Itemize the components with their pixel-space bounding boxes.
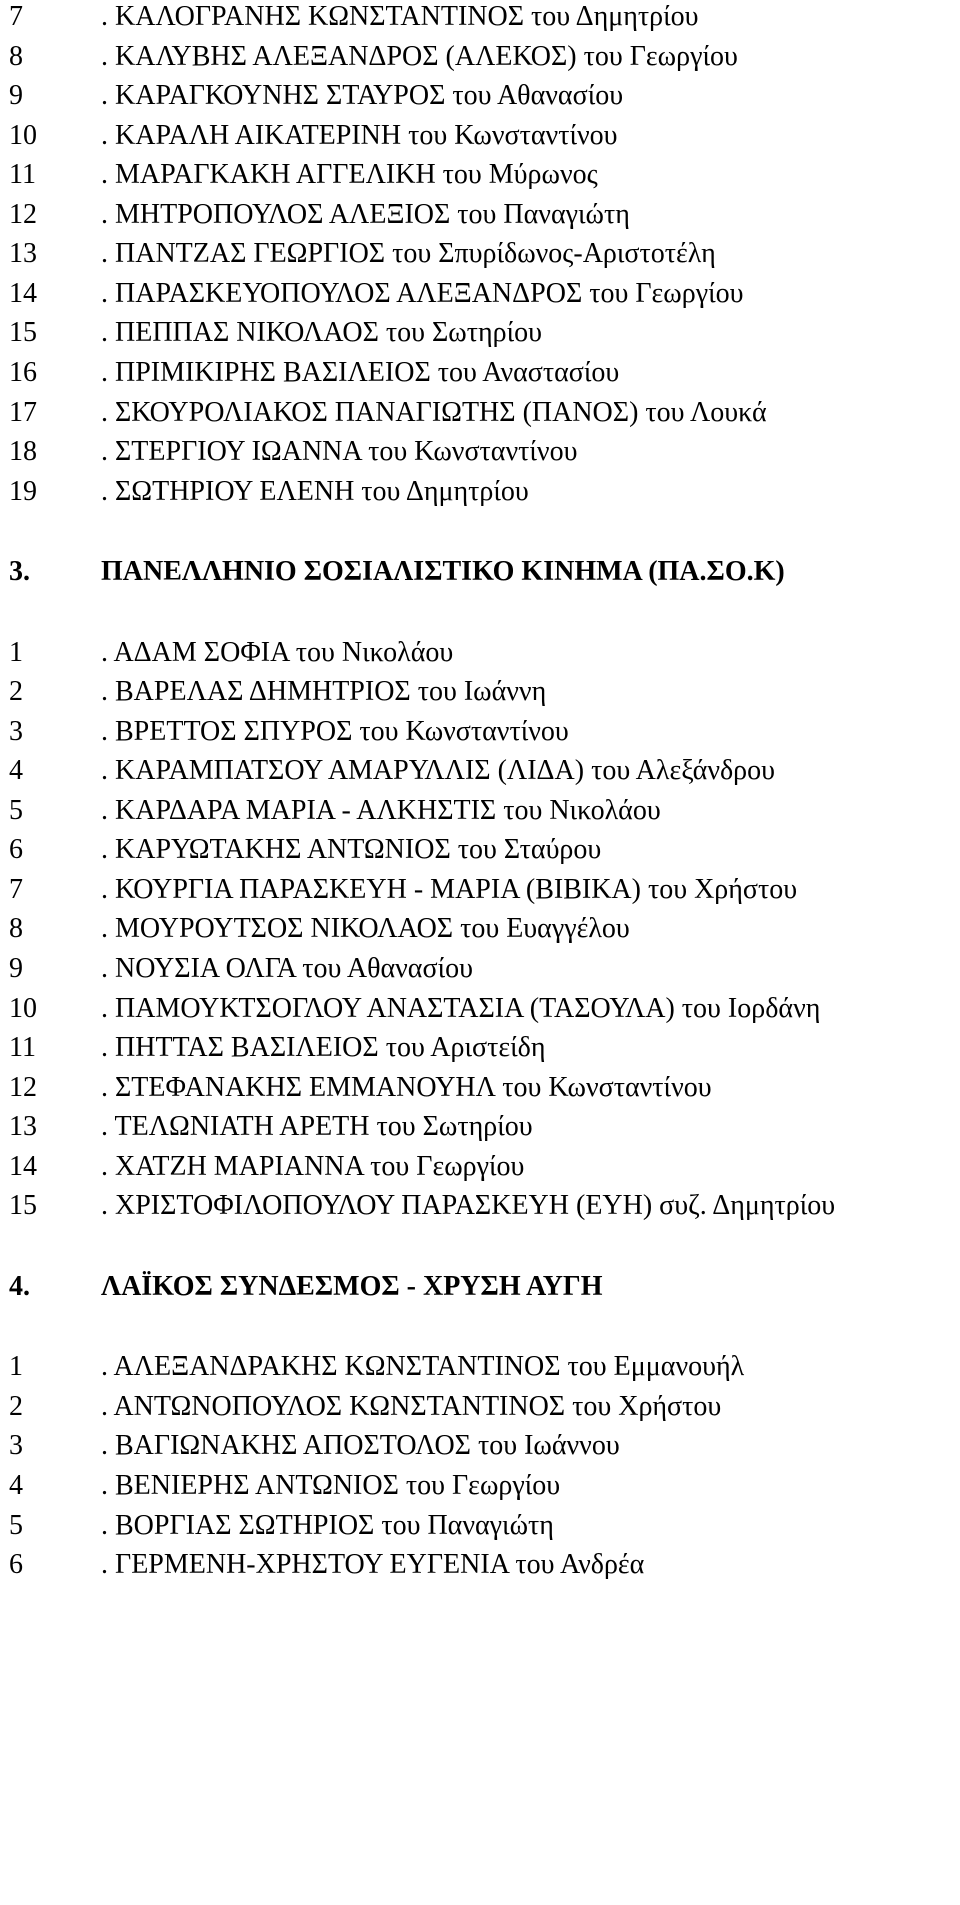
list-item-number: 14 xyxy=(9,277,37,309)
list-item-number: 5 xyxy=(9,794,23,826)
list-item-number: 10 xyxy=(9,119,37,151)
list-item xyxy=(0,633,960,673)
list-item xyxy=(0,353,960,393)
list-item xyxy=(0,432,960,472)
list-item-number: 19 xyxy=(9,475,37,507)
list-item xyxy=(0,1186,960,1226)
list-item-text: . ΠΑΜΟΥΚΤΣΟΓΛΟΥ ΑΝΑΣΤΑΣΙΑ (ΤΑΣΟΥΛΑ) του Ιορδάνη xyxy=(101,992,821,1024)
list-item-text: . ΣΚΟΥΡΟΛΙΑΚΟΣ ΠΑΝΑΓΙΩΤΗΣ (ΠΑΝΟΣ) του Λουκά xyxy=(101,396,767,428)
list-item-text: . ΚΑΡΔΑΡΑ ΜΑΡΙΑ - ΑΛΚΗΣΤΙΣ του Νικολάου xyxy=(101,794,661,826)
list-item-number: 12 xyxy=(9,198,37,230)
list-item xyxy=(0,313,960,353)
section-heading-number: 3. xyxy=(9,556,30,588)
list-item-text: . ΠΑΝΤΖΑΣ ΓΕΩΡΓΙΟΣ του Σπυρίδωνος-Αριστοτέλη xyxy=(101,238,716,270)
list-item-text: . ΜΗΤΡΟΠΟΥΛΟΣ ΑΛΕΞΙΟΣ του Παναγιώτη xyxy=(101,198,630,230)
list-item-number: 13 xyxy=(9,1111,37,1143)
list-item xyxy=(0,472,960,512)
list-item-text: . ΚΑΛΥΒΗΣ ΑΛΕΞΑΝΔΡΟΣ (ΑΛΕΚΟΣ) του Γεωργίου xyxy=(101,40,738,72)
list-item xyxy=(0,949,960,989)
list-item-number: 15 xyxy=(9,317,37,349)
list-item-text: . ΣΤΕΦΑΝΑΚΗΣ ΕΜΜΑΝΟΥΗΛ του Κωνσταντίνου xyxy=(101,1071,712,1103)
list-item xyxy=(0,116,960,156)
list-item xyxy=(0,1387,960,1427)
list-item xyxy=(0,76,960,116)
list-item xyxy=(0,672,960,712)
list-item-number: 16 xyxy=(9,356,37,388)
list-item-text: . ΚΟΥΡΓΙΑ ΠΑΡΑΣΚΕΥΗ - ΜΑΡΙΑ (ΒΙΒΙΚΑ) του Χρήστου xyxy=(101,873,798,905)
list-item-text: . ΚΑΡΥΩΤΑΚΗΣ ΑΝΤΩΝΙΟΣ του Σταύρου xyxy=(101,834,602,866)
list-item-number: 11 xyxy=(9,159,36,191)
list-item xyxy=(0,1107,960,1147)
list-item-text: . ΠΕΠΠΑΣ ΝΙΚΟΛΑΟΣ του Σωτηρίου xyxy=(101,317,542,349)
list-item xyxy=(0,1466,960,1506)
list-item xyxy=(0,1147,960,1187)
list-item xyxy=(0,0,960,37)
list-item-text: . ΑΛΕΞΑΝΔΡΑΚΗΣ ΚΩΝΣΤΑΝΤΙΝΟΣ του Εμμανουήλ xyxy=(101,1351,745,1383)
list-item xyxy=(0,870,960,910)
list-item-number: 14 xyxy=(9,1150,37,1182)
list-item-text: . ΣΤΕΡΓΙΟΥ ΙΩΑΝΝΑ του Κωνσταντίνου xyxy=(101,436,578,468)
list-item-number: 2 xyxy=(9,1390,23,1422)
list-item-text: . ΒΡΕΤΤΟΣ ΣΠΥΡΟΣ του Κωνσταντίνου xyxy=(101,715,569,747)
list-item xyxy=(0,1068,960,1108)
list-item-text: . ΚΑΡΑΓΚΟΥΝΗΣ ΣΤΑΥΡΟΣ του Αθανασίου xyxy=(101,80,624,112)
list-item xyxy=(0,1426,960,1466)
list-item-text: . ΣΩΤΗΡΙΟΥ ΕΛΕΝΗ του Δημητρίου xyxy=(101,475,529,507)
list-item xyxy=(0,791,960,831)
list-item-text: . ΑΝΤΩΝΟΠΟΥΛΟΣ ΚΩΝΣΤΑΝΤΙΝΟΣ του Χρήστου xyxy=(101,1390,722,1422)
list-item xyxy=(0,1506,960,1546)
list-item-text: . ΒΟΡΓΙΑΣ ΣΩΤΗΡΙΟΣ του Παναγιώτη xyxy=(101,1509,554,1541)
list-item-number: 9 xyxy=(9,953,23,984)
list-item-text: . ΤΕΛΩΝΙΑΤΗ ΑΡΕΤΗ του Σωτηρίου xyxy=(101,1111,533,1143)
section-heading-number: 4. xyxy=(9,1270,30,1302)
list-item-number: 6 xyxy=(9,834,23,866)
section-heading xyxy=(0,1267,960,1307)
section-heading-title: ΛΑΪΚΟΣ ΣΥΝΔΕΣΜΟΣ - ΧΡΥΣΗ ΑΥΓΗ xyxy=(101,1270,603,1302)
list-item-text: . ΠΗΤΤΑΣ ΒΑΣΙΛΕΙΟΣ του Αριστείδη xyxy=(101,1032,546,1064)
list-item-number: 8 xyxy=(9,913,23,945)
list-item-text: . ΑΔΑΜ ΣΟΦΙΑ του Νικολάου xyxy=(101,636,454,668)
list-item-number: 10 xyxy=(9,992,37,1024)
list-item-number: 4 xyxy=(9,1469,23,1501)
list-item-text: . ΚΑΡΑΜΠΑΤΣΟΥ ΑΜΑΡΥΛΛΙΣ (ΛΙΔΑ) του Αλεξάνδρου xyxy=(101,755,776,787)
list-item xyxy=(0,155,960,195)
list-item-text: . ΒΕΝΙΕΡΗΣ ΑΝΤΩΝΙΟΣ του Γεωργίου xyxy=(101,1469,561,1501)
list-item-number: 17 xyxy=(9,396,37,428)
list-item-number: 2 xyxy=(9,676,23,708)
list-item-number: 3 xyxy=(9,1430,23,1462)
list-item-text: . ΧΡΙΣΤΟΦΙΛΟΠΟΥΛΟΥ ΠΑΡΑΣΚΕΥΗ (ΕΥΗ) συζ. Δημητρίου xyxy=(101,1190,836,1222)
list-item xyxy=(0,751,960,791)
list-item xyxy=(0,1347,960,1387)
list-item xyxy=(0,712,960,752)
list-item xyxy=(0,393,960,433)
section-heading xyxy=(0,552,960,592)
list-item-number: 12 xyxy=(9,1071,37,1103)
list-item-number: 7 xyxy=(9,873,23,905)
list-item-number: 15 xyxy=(9,1190,37,1222)
list-item xyxy=(0,909,960,949)
list-item xyxy=(0,195,960,235)
list-item xyxy=(0,1028,960,1068)
list-item-number: 8 xyxy=(9,40,23,72)
list-item-text: . ΠΡΙΜΙΚΙΡΗΣ ΒΑΣΙΛΕΙΟΣ του Αναστασίου xyxy=(101,356,620,388)
list-item-number: 1 xyxy=(9,1351,23,1383)
list-item-text: . ΚΑΛΟΓΡΑΝΗΣ ΚΩΝΣΤΑΝΤΙΝΟΣ του Δημητρίου xyxy=(101,1,699,32)
list-item-text: . ΧΑΤΖΗ ΜΑΡΙΑΝΝΑ του Γεωργίου xyxy=(101,1150,525,1182)
list-item-number: 11 xyxy=(9,1032,36,1064)
list-item-text: . ΒΑΓΙΩΝΑΚΗΣ ΑΠΟΣΤΟΛΟΣ του Ιωάννου xyxy=(101,1430,620,1462)
list-item xyxy=(0,989,960,1029)
list-item xyxy=(0,274,960,314)
list-item-number: 7 xyxy=(9,1,23,32)
list-item-text: . ΠΑΡΑΣΚΕΥΟΠΟΥΛΟΣ ΑΛΕΞΑΝΔΡΟΣ του Γεωργίου xyxy=(101,277,744,309)
list-item-text: . ΓΕΡΜΕΝΗ-ΧΡΗΣΤΟΥ ΕΥΓΕΝΙΑ του Ανδρέα xyxy=(101,1549,645,1581)
list-item-text: . ΚΑΡΑΛΗ ΑΙΚΑΤΕΡΙΝΗ του Κωνσταντίνου xyxy=(101,119,618,151)
list-item-text: . ΝΟΥΣΙΑ ΟΛΓΑ του Αθανασίου xyxy=(101,953,473,984)
list-item-text: . ΒΑΡΕΛΑΣ ΔΗΜΗΤΡΙΟΣ του Ιωάννη xyxy=(101,676,547,708)
list-item-number: 9 xyxy=(9,80,23,112)
list-item-number: 6 xyxy=(9,1549,23,1581)
list-item-text: . ΜΑΡΑΓΚΑΚΗ ΑΓΓΕΛΙΚΗ του Μύρωνος xyxy=(101,159,598,191)
list-item xyxy=(0,830,960,870)
list-item-number: 13 xyxy=(9,238,37,270)
list-item-number: 4 xyxy=(9,755,23,787)
list-item xyxy=(0,37,960,77)
list-item-number: 5 xyxy=(9,1509,23,1541)
list-item-number: 1 xyxy=(9,636,23,668)
list-item xyxy=(0,234,960,274)
list-item xyxy=(0,1545,960,1585)
list-item-number: 3 xyxy=(9,715,23,747)
list-item-number: 18 xyxy=(9,436,37,468)
list-item-text: . ΜΟΥΡΟΥΤΣΟΣ ΝΙΚΟΛΑΟΣ του Ευαγγέλου xyxy=(101,913,630,945)
section-heading-title: ΠΑΝΕΛΛΗΝΙΟ ΣΟΣΙΑΛΙΣΤΙΚΟ ΚΙΝΗΜΑ (ΠΑ.ΣΟ.Κ) xyxy=(101,556,785,588)
